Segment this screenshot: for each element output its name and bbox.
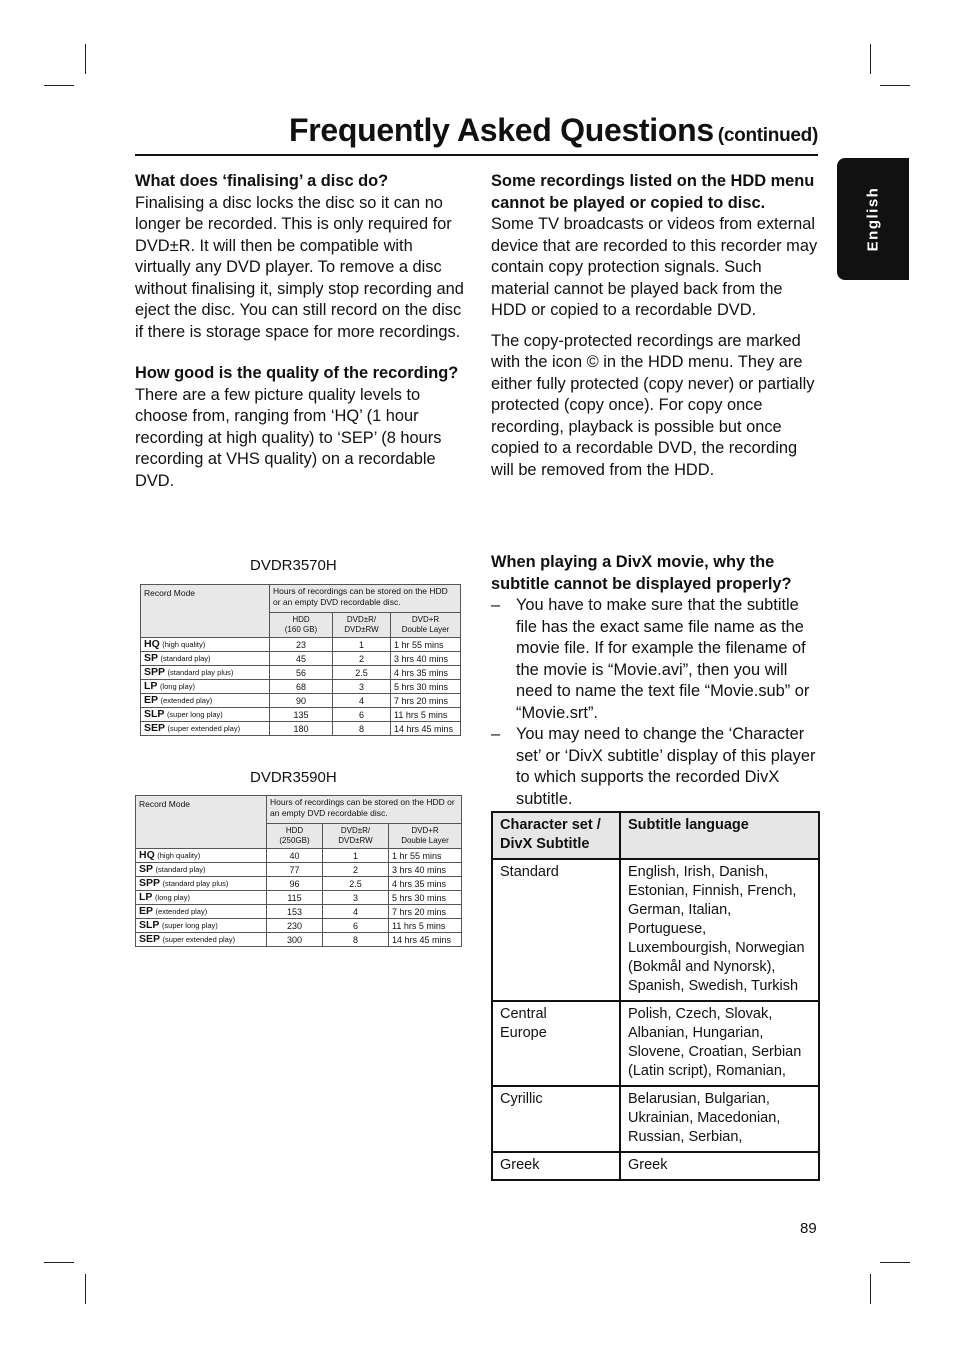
double-layer-cell: 5 hrs 30 mins bbox=[389, 891, 462, 905]
hours-header: Hours of recordings can be stored on the HDD or an empty DVD recordable disc. bbox=[270, 585, 461, 613]
language-header: Subtitle language bbox=[620, 812, 819, 859]
record-mode-header: Record Mode bbox=[136, 796, 267, 849]
record-mode-cell bbox=[141, 666, 270, 680]
record-mode-cell bbox=[141, 722, 270, 736]
col-hdd: HDD (250GB) bbox=[267, 824, 323, 849]
double-layer-cell: 14 hrs 45 mins bbox=[391, 722, 461, 736]
dvd-hours-cell: 4 bbox=[323, 905, 389, 919]
mode-description: (long play) bbox=[159, 682, 195, 691]
mode-description: (extended play) bbox=[155, 907, 208, 916]
table-row bbox=[141, 638, 461, 652]
double-layer-cell: 7 hrs 20 mins bbox=[389, 905, 462, 919]
recording-time-table bbox=[140, 584, 461, 736]
charset-cell: Cyrillic bbox=[492, 1086, 620, 1152]
language-cell: Belarusian, Bulgarian, Ukrainian, Macedonian, Russian, Serbian, bbox=[620, 1086, 819, 1152]
title-divider bbox=[135, 154, 818, 156]
crop-mark bbox=[880, 1262, 910, 1263]
charset-header: Character set / DivX Subtitle bbox=[492, 812, 620, 859]
record-mode-cell bbox=[136, 849, 267, 863]
table-row bbox=[136, 919, 462, 933]
record-mode-cell bbox=[141, 680, 270, 694]
crop-mark bbox=[44, 1262, 74, 1263]
record-mode-cell bbox=[141, 708, 270, 722]
table-rows bbox=[141, 638, 461, 736]
mode-description: (high quality) bbox=[157, 851, 201, 860]
bullet-text: You may need to change the ‘Character set’ or ‘DivX subtitle’ display of this player to which supports the recorded DivX subtitle. bbox=[516, 725, 816, 808]
table-row bbox=[136, 891, 462, 905]
hdd-hours-cell: 77 bbox=[267, 863, 323, 877]
dvd-hours-cell: 6 bbox=[323, 919, 389, 933]
mode-description: (extended play) bbox=[160, 696, 213, 705]
faq-question: When playing a DivX movie, why the subtitle cannot be displayed properly? bbox=[491, 553, 792, 593]
double-layer-cell: 1 hr 55 mins bbox=[389, 849, 462, 863]
double-layer-cell: 4 hrs 35 mins bbox=[389, 877, 462, 891]
record-mode-cell bbox=[141, 652, 270, 666]
double-layer-cell: 3 hrs 40 mins bbox=[389, 863, 462, 877]
dvd-hours-cell: 3 bbox=[333, 680, 391, 694]
mode-code: SEP bbox=[144, 722, 166, 734]
record-mode-cell bbox=[141, 638, 270, 652]
col-dvd: DVD±R/ DVD±RW bbox=[333, 613, 391, 638]
double-layer-cell: 3 hrs 40 mins bbox=[391, 652, 461, 666]
hdd-hours-cell: 96 bbox=[267, 877, 323, 891]
record-mode-header: Record Mode bbox=[141, 585, 270, 638]
dvd-hours-cell: 2 bbox=[333, 652, 391, 666]
table-row bbox=[141, 708, 461, 722]
record-mode-cell bbox=[136, 919, 267, 933]
col-double-layer: DVD+R Double Layer bbox=[389, 824, 462, 849]
dvd-hours-cell: 2 bbox=[323, 863, 389, 877]
model-label: DVDR3570H bbox=[250, 557, 337, 574]
mode-code: EP bbox=[144, 694, 159, 706]
mode-code: LP bbox=[139, 891, 153, 903]
dvd-hours-cell: 4 bbox=[333, 694, 391, 708]
table-rows bbox=[136, 849, 462, 947]
hdd-hours-cell: 135 bbox=[270, 708, 333, 722]
double-layer-cell: 14 hrs 45 mins bbox=[389, 933, 462, 947]
dash-marker: – bbox=[491, 596, 501, 614]
dvd-hours-cell: 2.5 bbox=[333, 666, 391, 680]
bullet-item bbox=[491, 724, 823, 810]
left-column bbox=[135, 171, 465, 492]
col-hdd: HDD (160 GB) bbox=[270, 613, 333, 638]
recording-time-table bbox=[135, 795, 462, 947]
charset-cell: Central Europe bbox=[492, 1001, 620, 1086]
hdd-hours-cell: 300 bbox=[267, 933, 323, 947]
table-row bbox=[136, 849, 462, 863]
hdd-hours-cell: 230 bbox=[267, 919, 323, 933]
faq-question: How good is the quality of the recording? bbox=[135, 364, 459, 382]
dvd-hours-cell: 3 bbox=[323, 891, 389, 905]
record-mode-cell bbox=[136, 891, 267, 905]
record-mode-cell bbox=[136, 905, 267, 919]
hdd-hours-cell: 56 bbox=[270, 666, 333, 680]
crop-mark bbox=[85, 44, 86, 74]
table-row bbox=[141, 722, 461, 736]
mode-description: (standard play) bbox=[160, 654, 211, 663]
table-row bbox=[141, 694, 461, 708]
mode-description: (super long play) bbox=[161, 921, 218, 930]
hdd-hours-cell: 23 bbox=[270, 638, 333, 652]
table-row bbox=[136, 905, 462, 919]
faq-question: Some recordings listed on the HDD menu cannot be played or copied to disc. bbox=[491, 172, 815, 212]
page-title-continued: (continued) bbox=[717, 125, 818, 146]
page-number: 89 bbox=[800, 1220, 817, 1237]
mode-code: EP bbox=[139, 905, 154, 917]
mode-code: HQ bbox=[144, 638, 160, 650]
crop-mark bbox=[870, 44, 871, 74]
mode-description: (long play) bbox=[154, 893, 190, 902]
table-row bbox=[136, 863, 462, 877]
mode-description: (super extended play) bbox=[167, 724, 241, 733]
crop-mark bbox=[44, 85, 74, 86]
record-mode-cell bbox=[136, 863, 267, 877]
table-row bbox=[141, 652, 461, 666]
page-title-text: Frequently Asked Questions bbox=[288, 112, 714, 148]
dash-marker: – bbox=[491, 725, 501, 743]
col-double-layer: DVD+R Double Layer bbox=[391, 613, 461, 638]
mode-code: LP bbox=[144, 680, 158, 692]
crop-mark bbox=[870, 1274, 871, 1304]
faq-answer: There are a few picture quality levels to choose from, ranging from ‘HQ’ (1 hour recording at high quality) to ‘SEP’ (8 hours recording at VHS quality) on a recordable DVD. bbox=[135, 385, 442, 490]
dvd-hours-cell: 8 bbox=[333, 722, 391, 736]
language-tab-label: English bbox=[864, 186, 882, 252]
dvd-hours-cell: 8 bbox=[323, 933, 389, 947]
double-layer-cell: 5 hrs 30 mins bbox=[391, 680, 461, 694]
mode-code: SPP bbox=[139, 877, 161, 889]
record-mode-cell bbox=[141, 694, 270, 708]
mode-description: (high quality) bbox=[162, 640, 206, 649]
double-layer-cell: 7 hrs 20 mins bbox=[391, 694, 461, 708]
table-row bbox=[141, 666, 461, 680]
charset-cell: Standard bbox=[492, 859, 620, 1001]
table-row bbox=[141, 680, 461, 694]
double-layer-cell: 11 hrs 5 mins bbox=[389, 919, 462, 933]
faq-answer: Some TV broadcasts or videos from external device that are recorded to this recorder may contain copy protection signals. Such material cannot be played back from the HDD or copied to a recordable DVD. bbox=[491, 215, 818, 319]
mode-description: (standard play plus) bbox=[162, 879, 229, 888]
subtitle-language-table bbox=[491, 811, 820, 1181]
mode-code: SLP bbox=[139, 919, 160, 931]
hdd-hours-cell: 90 bbox=[270, 694, 333, 708]
double-layer-cell: 11 hrs 5 mins bbox=[391, 708, 461, 722]
hdd-hours-cell: 40 bbox=[267, 849, 323, 863]
hours-header: Hours of recordings can be stored on the HDD or an empty DVD recordable disc. bbox=[267, 796, 462, 824]
hdd-hours-cell: 115 bbox=[267, 891, 323, 905]
record-mode-cell bbox=[136, 877, 267, 891]
faq-answer: Finalising a disc locks the disc so it can no longer be recorded. This is only required for DVD±R. It will then be compatible with virtually any DVD player. To remove a disc without finalising it, simply stop recording and eject the disc. You can still record on the disc if there is storage space for more recordings. bbox=[135, 193, 464, 341]
table-row bbox=[136, 877, 462, 891]
page-title bbox=[289, 112, 818, 149]
dvd-hours-cell: 6 bbox=[333, 708, 391, 722]
language-cell: Greek bbox=[620, 1152, 819, 1180]
faq-answer: The copy-protected recordings are marked with the icon © in the HDD menu. They are either fully protected (copy never) or partially protected (copy once). For copy once recording, playback is possible but once copied to a recordable DVD, the recording will be removed from the HDD. bbox=[491, 331, 815, 479]
mode-description: (standard play) bbox=[155, 865, 206, 874]
table-row bbox=[136, 933, 462, 947]
mode-code: SP bbox=[144, 652, 159, 664]
double-layer-cell: 4 hrs 35 mins bbox=[391, 666, 461, 680]
mode-code: SPP bbox=[144, 666, 166, 678]
charset-cell: Greek bbox=[492, 1152, 620, 1180]
hdd-hours-cell: 68 bbox=[270, 680, 333, 694]
mode-description: (super long play) bbox=[166, 710, 223, 719]
model-label: DVDR3590H bbox=[250, 769, 337, 786]
hdd-hours-cell: 180 bbox=[270, 722, 333, 736]
mode-description: (super extended play) bbox=[162, 935, 236, 944]
language-cell: English, Irish, Danish, Estonian, Finnish, French, German, Italian, Portuguese, Luxembourgish, Norwegian (Bokmål and Nynorsk), Spanish, Swedish, Turkish bbox=[620, 859, 819, 1001]
faq-question: What does ‘finalising’ a disc do? bbox=[135, 172, 389, 190]
language-cell: Polish, Czech, Slovak, Albanian, Hungarian, Slovene, Croatian, Serbian (Latin script), Romanian, bbox=[620, 1001, 819, 1086]
language-tab bbox=[837, 158, 909, 280]
dvd-hours-cell: 1 bbox=[333, 638, 391, 652]
dvd-hours-cell: 2.5 bbox=[323, 877, 389, 891]
right-column bbox=[491, 171, 821, 481]
crop-mark bbox=[880, 85, 910, 86]
mode-code: SLP bbox=[144, 708, 165, 720]
mode-code: HQ bbox=[139, 849, 155, 861]
record-mode-cell bbox=[136, 933, 267, 947]
col-dvd: DVD±R/ DVD±RW bbox=[323, 824, 389, 849]
mode-code: SP bbox=[139, 863, 154, 875]
hdd-hours-cell: 45 bbox=[270, 652, 333, 666]
right-column-divx bbox=[491, 552, 823, 810]
hdd-hours-cell: 153 bbox=[267, 905, 323, 919]
mode-description: (standard play plus) bbox=[167, 668, 234, 677]
crop-mark bbox=[85, 1274, 86, 1304]
mode-code: SEP bbox=[139, 933, 161, 945]
bullet-text: You have to make sure that the subtitle file has the exact same file name as the movie file. If for example the filename of the movie is “Movie.avi”, then you will need to name the text file “Movie.sub” or “Movie.srt”. bbox=[516, 596, 810, 722]
double-layer-cell: 1 hr 55 mins bbox=[391, 638, 461, 652]
bullet-item bbox=[491, 595, 823, 724]
dvd-hours-cell: 1 bbox=[323, 849, 389, 863]
